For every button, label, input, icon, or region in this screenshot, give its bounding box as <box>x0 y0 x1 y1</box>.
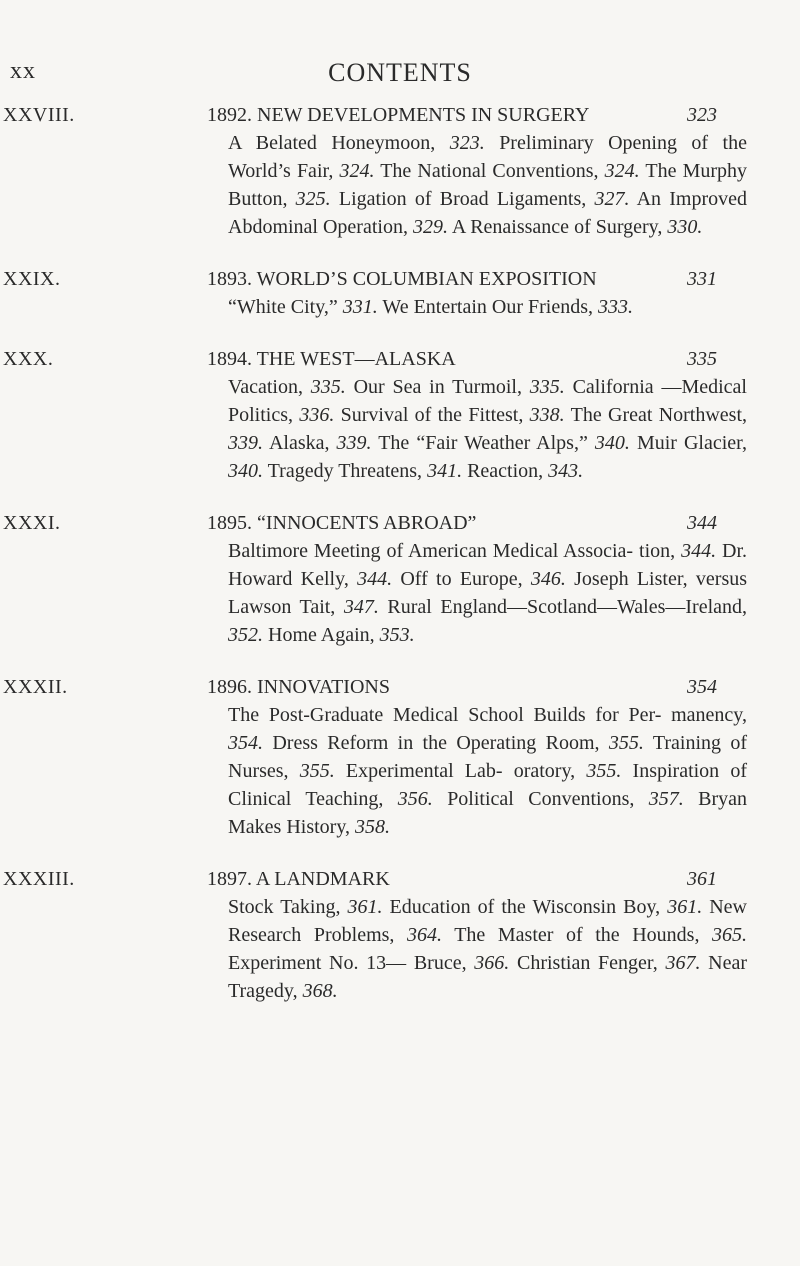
topic: Political Conventions, 357. <box>447 788 684 810</box>
chapter-entry <box>0 100 800 241</box>
chapter-entry <box>0 264 800 321</box>
chapter-numeral: XXXII. <box>3 676 68 698</box>
chapter-summary <box>207 373 747 485</box>
topic: “White City,” 331. <box>228 296 378 318</box>
chapter-title: NEW DEVELOPMENTS IN SURGERY <box>257 104 590 126</box>
topic: We Entertain Our Friends, 333. <box>382 296 633 318</box>
topic: Our Sea in Turmoil, 335. <box>353 376 565 398</box>
topic: The Great Northwest, 339. <box>228 404 748 454</box>
topic: The Post-Graduate Medical School Builds for Per- manency, 354. <box>228 704 747 754</box>
topic: Home Again, 353. <box>268 624 415 646</box>
chapter-year: 1897. <box>207 868 252 890</box>
chapter-year: 1895. <box>207 512 252 534</box>
topic: Dr. Howard Kelly, 344. <box>228 540 748 590</box>
chapter-title-line <box>207 264 717 294</box>
topic: Preliminary Opening of the World’s Fair, 324. <box>228 132 747 182</box>
topic: Experiment No. 13— Bruce, 366. <box>228 952 510 974</box>
chapter-title-line <box>207 672 717 702</box>
chapter-title: A LANDMARK <box>255 868 390 890</box>
chapter-page: 344 <box>687 512 717 534</box>
topic: An Improved Abdominal Operation, 329. <box>228 188 748 238</box>
topic: Tragedy Threatens, 341. <box>267 460 463 482</box>
chapter-page: 361 <box>687 868 717 890</box>
chapter-entry <box>0 864 800 1005</box>
topic: Christian Fenger, 367. <box>517 952 701 974</box>
chapter-title-line <box>207 508 717 538</box>
topic: Stock Taking, 361. <box>228 896 383 918</box>
topic: Training of Nurses, 355. <box>228 732 748 782</box>
topic: Baltimore Meeting of American Medical Associa- tion, 344. <box>228 540 717 562</box>
chapter-numeral: XXXI. <box>3 512 61 534</box>
topic: Muir Glacier, 340. <box>228 432 748 482</box>
chapter-summary <box>207 293 747 321</box>
chapter-page: 323 <box>687 104 717 126</box>
chapter-summary <box>207 701 747 841</box>
chapter-year: 1894. <box>207 348 252 370</box>
chapter-title: “INNOCENTS ABROAD” <box>257 512 477 534</box>
topic: Off to Europe, 346. <box>400 568 566 590</box>
chapter-entry <box>0 508 800 649</box>
topic: The National Conventions, 324. <box>380 160 640 182</box>
topic: Joseph Lister, versus Lawson Tait, 347. <box>228 568 748 618</box>
topic: Inspiration of Clinical Teaching, 356. <box>228 760 748 810</box>
chapter-page: 335 <box>687 348 717 370</box>
chapter-page: 331 <box>687 268 717 290</box>
page-header <box>0 58 800 88</box>
chapter-entry <box>0 344 800 485</box>
chapter-page: 354 <box>687 676 717 698</box>
topic: A Renaissance of Surgery, 330. <box>451 216 703 238</box>
topic: Vacation, 335. <box>228 376 346 398</box>
contents-list <box>0 100 800 1028</box>
chapter-summary <box>207 893 747 1005</box>
chapter-summary <box>207 129 747 241</box>
page-folio: xx <box>10 58 36 84</box>
chapter-numeral: XXVIII. <box>3 104 75 126</box>
chapter-title: INNOVATIONS <box>257 676 390 698</box>
topic: Experimental Lab- oratory, 355. <box>345 760 622 782</box>
topic: Survival of the Fittest, 338. <box>340 404 565 426</box>
running-title: CONTENTS <box>328 58 472 87</box>
topic: Near Tragedy, 368. <box>228 952 748 1002</box>
topic: Education of the Wisconsin Boy, 361. <box>389 896 703 918</box>
chapter-title: THE WEST—ALASKA <box>256 348 456 370</box>
chapter-year: 1896. <box>207 676 252 698</box>
topic: Ligation of Broad Ligaments, 327. <box>338 188 630 210</box>
topic: Rural England—Scotland—Wales—Ireland, 352. <box>228 596 748 646</box>
chapter-title-line <box>207 100 717 130</box>
chapter-entry <box>0 672 800 841</box>
chapter-title: WORLD’S COLUMBIAN EXPOSITION <box>256 268 597 290</box>
topic: California —Medical Politics, 336. <box>228 376 747 426</box>
topic: Reaction, 343. <box>467 460 584 482</box>
topic: Bryan Makes History, 358. <box>228 788 748 838</box>
chapter-title-line <box>207 344 717 374</box>
chapter-numeral: XXX. <box>3 348 54 370</box>
chapter-title-line <box>207 864 717 894</box>
chapter-year: 1892. <box>207 104 252 126</box>
topic: New Research Problems, 364. <box>228 896 747 946</box>
topic: The Murphy Button, 325. <box>228 160 748 210</box>
chapter-numeral: XXIX. <box>3 268 61 290</box>
topic: The Master of the Hounds, 365. <box>454 924 748 946</box>
chapter-summary <box>207 537 747 649</box>
chapter-numeral: XXXIII. <box>3 868 75 890</box>
topic: A Belated Honeymoon, 323. <box>228 132 485 154</box>
topic: Alaska, 339. <box>268 432 372 454</box>
chapter-year: 1893. <box>207 268 252 290</box>
topic: Dress Reform in the Operating Room, 355. <box>272 732 644 754</box>
topic: The “Fair Weather Alps,” 340. <box>378 432 630 454</box>
